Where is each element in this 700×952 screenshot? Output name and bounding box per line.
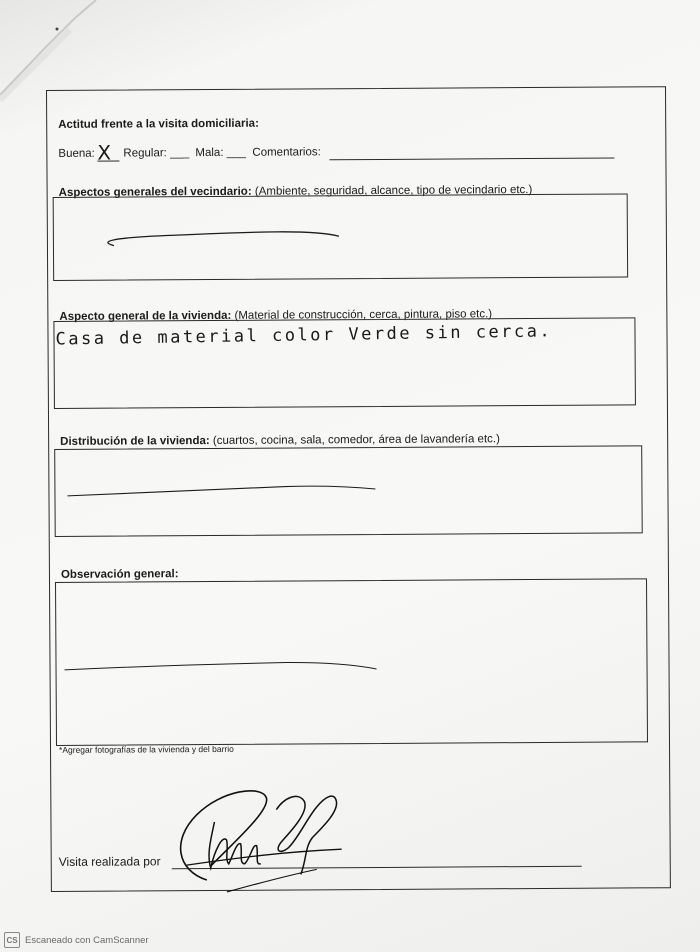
distribution-strike-line — [55, 446, 642, 536]
neighborhood-answer-box — [53, 193, 629, 281]
distribution-answer-box — [54, 445, 643, 537]
attitude-buena-line — [97, 161, 119, 162]
visit-by-label: Visita realizada por — [58, 854, 161, 869]
housing-title: Aspecto general de la vivienda: — [59, 309, 232, 323]
observation-title: Observación general: — [60, 568, 179, 581]
attitude-title: Actitud frente a la visita domiciliaria: — [58, 117, 259, 131]
housing-answer-handwriting: Casa de material color Verde sin cerca. — [55, 321, 553, 350]
visit-form-sheet — [46, 86, 671, 892]
attitude-comments-line — [329, 158, 614, 161]
attitude-buena-mark: X — [97, 140, 112, 165]
camscanner-logo: CS — [4, 932, 20, 948]
attitude-comments-label: Comentarios: — [252, 146, 321, 159]
attitude-buena-label: Buena: — [58, 147, 95, 160]
photo-note: *Agregar fotografías de la vivienda y del barrio — [59, 743, 234, 755]
distribution-title: Distribución de la vivienda: — [60, 435, 210, 448]
attitude-mala-label: Mala: ___ — [195, 146, 246, 160]
neighborhood-strike-line — [54, 194, 627, 279]
signature-drawing — [166, 779, 387, 900]
observation-answer-box — [55, 578, 648, 746]
neighborhood-title: Aspectos generales del vecindario: — [58, 185, 252, 199]
neighborhood-hint: (Ambiente, seguridad, alcance, tipo de vecindario etc.) — [254, 184, 533, 198]
observation-strike-line — [56, 579, 647, 745]
distribution-hint: (cuartos, cocina, sala, comedor, área de lavandería etc.) — [212, 433, 500, 447]
housing-hint: (Material de construcción, cerca, pintura, piso etc.) — [234, 308, 493, 322]
scanner-footer — [4, 932, 149, 948]
attitude-regular-label: Regular: ___ — [123, 147, 190, 160]
scanner-text: Escaneado con CamScanner — [25, 934, 149, 946]
